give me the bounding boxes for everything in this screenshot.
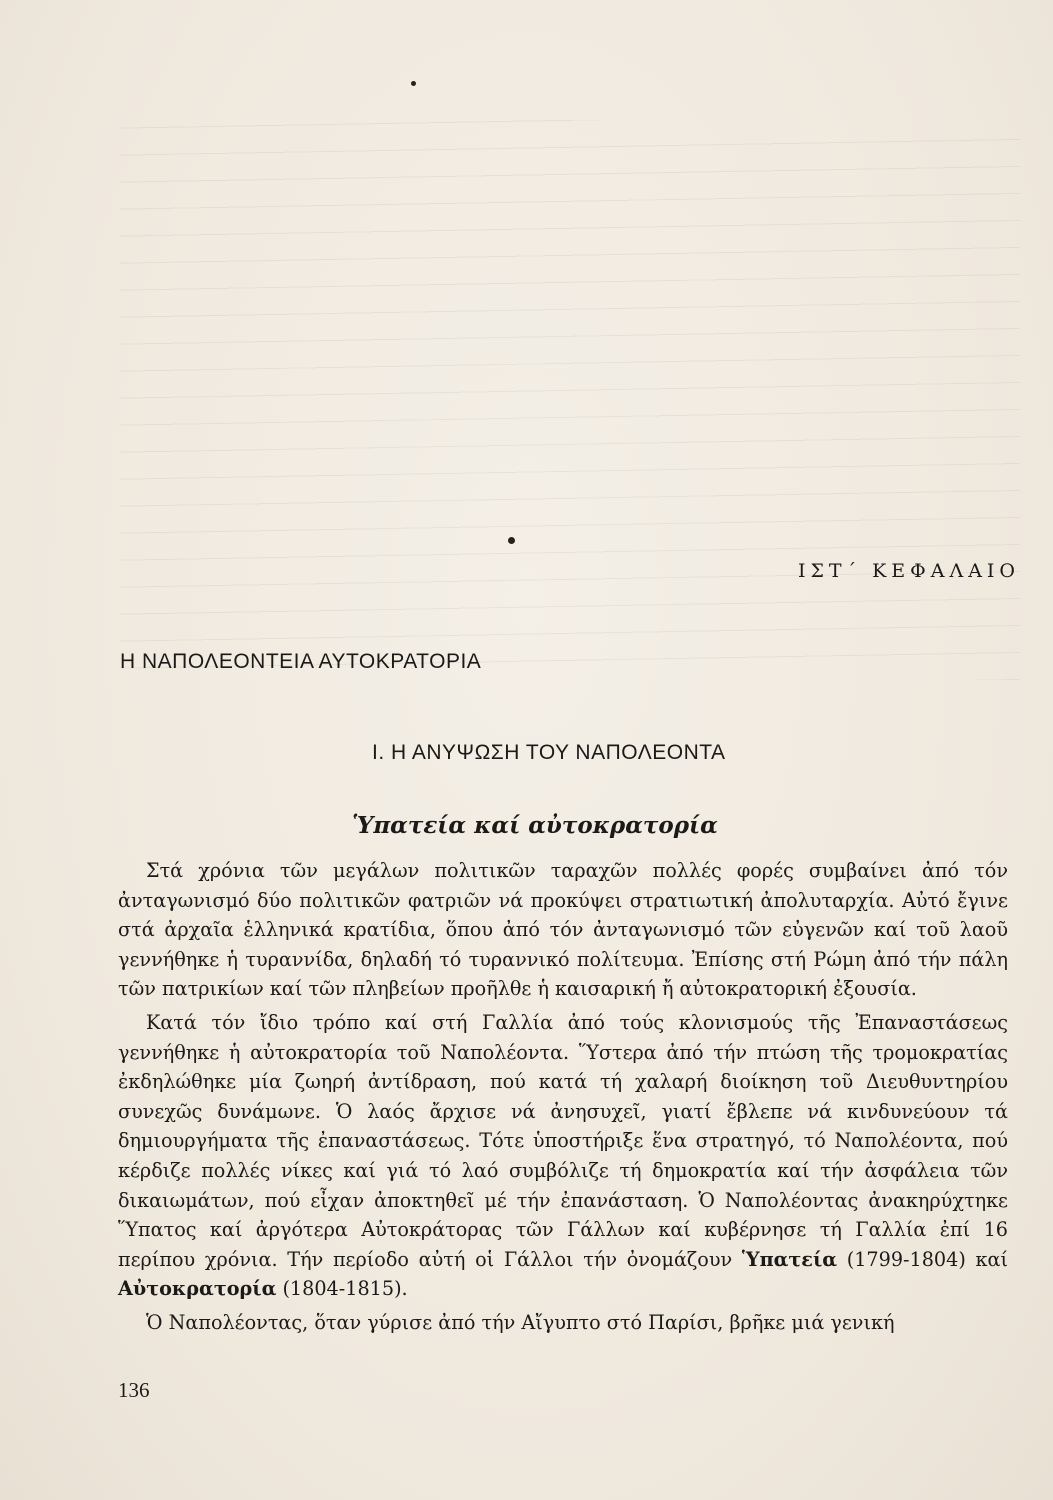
paragraph-2-text-a: Κατά τόν ἴδιο τρόπο καί στή Γαλλία ἀπό τούς κλονισμούς τῆς Ἐπαναστάσεως γεννήθηκε ἡ αὐτοκρατορία τοῦ Ναπολέοντα. Ὕστερα ἀπό τήν πτώση τῆς τρομοκρατίας ἐκδηλώθηκε μία ζωηρή ἀντίδραση, πού κατά τή χαλαρή διοίκηση τοῦ Διευθυντηρίου συνεχῶς δυνάμωνε. Ὁ λαός ἄρχισε νά ἀνησυχεῖ, γιατί ἔβλεπε νά κινδυνεύουν τά δημιουργήματα τῆς ἐπαναστάσεως. Τότε ὑποστήριξε ἕνα στρατηγό, τό Ναπολέοντα, πού κέρδιζε πολλές νίκες καί γιά τό λαό συμβόλιζε τή δημοκρατία καί τήν ἀσφάλεια τῶν δικαιωμάτων, πού εἶχαν ἀποκτηθεῖ μέ τήν ἐπανάσταση. Ὁ Ναπολέοντας ἀνακηρύχτηκε Ὕπατος καί ἀργότερα Αὐτοκράτορας τῶν Γάλλων καί κυβέρνησε τή Γαλλία ἐπί 16 περίπου χρόνια. Τήν περίοδο αὐτή οἱ Γάλλοι τήν ὀνομάζουν (118, 1010, 1008, 1271)
page-number: 136 (118, 1378, 150, 1402)
paragraph-2-text-c: (1804-1815). (276, 1277, 408, 1301)
body-text (118, 856, 1008, 1338)
term-hypateia: Ὑπατεία (741, 1247, 838, 1271)
chapter-label: ΙΣΤ΄ ΚΕΦΑΛΑΙΟ (797, 560, 1020, 582)
subsection-title: Ὑπατεία καί αὐτοκρατορία (352, 812, 718, 839)
paragraph-2-text-b: (1799-1804) καί (837, 1247, 1009, 1271)
section-title: Ι. Η ΑΝΥΨΩΣΗ ΤΟΥ ΝΑΠΟΛΕΟΝΤΑ (372, 741, 726, 764)
bleed-through-texture (120, 120, 1020, 680)
part-title: Η ΝΑΠΟΛΕΟΝΤΕΙΑ ΑΥΤΟΚΡΑΤΟΡΙΑ (120, 650, 482, 673)
paragraph-3: Ὁ Ναπολέοντας, ὅταν γύρισε ἀπό τήν Αἴγυπτο στό Παρίσι, βρῆκε μιά γενική (146, 1310, 895, 1334)
ink-speck (411, 81, 416, 86)
paragraph-2 (118, 1008, 1008, 1304)
term-autokratoria: Αὐτοκρατορία (118, 1277, 277, 1301)
ink-speck (508, 537, 515, 544)
paragraph-1: Στά χρόνια τῶν μεγάλων πολιτικῶν ταραχῶν πολλές φορές συμβαίνει ἀπό τόν ἀνταγωνισμό δύο πολιτικῶν φατριῶν νά προκύψει στρατιωτική ἀπολυταρχία. Αὐτό ἔγινε στά ἀρχαῖα ἑλληνικά κρατίδια, ὅπου ἀπό τόν ἀνταγωνισμό τῶν εὐγενῶν καί τοῦ λαοῦ γεννήθηκε ἡ τυραννίδα, δηλαδή τό τυραννικό πολίτευμα. Ἐπίσης στή Ρώμη ἀπό τήν πάλη τῶν πατρικίων καί τῶν πληβείων προῆλθε ἡ καισαρική ἤ αὐτοκρατορική ἐξουσία. (118, 859, 1008, 1001)
